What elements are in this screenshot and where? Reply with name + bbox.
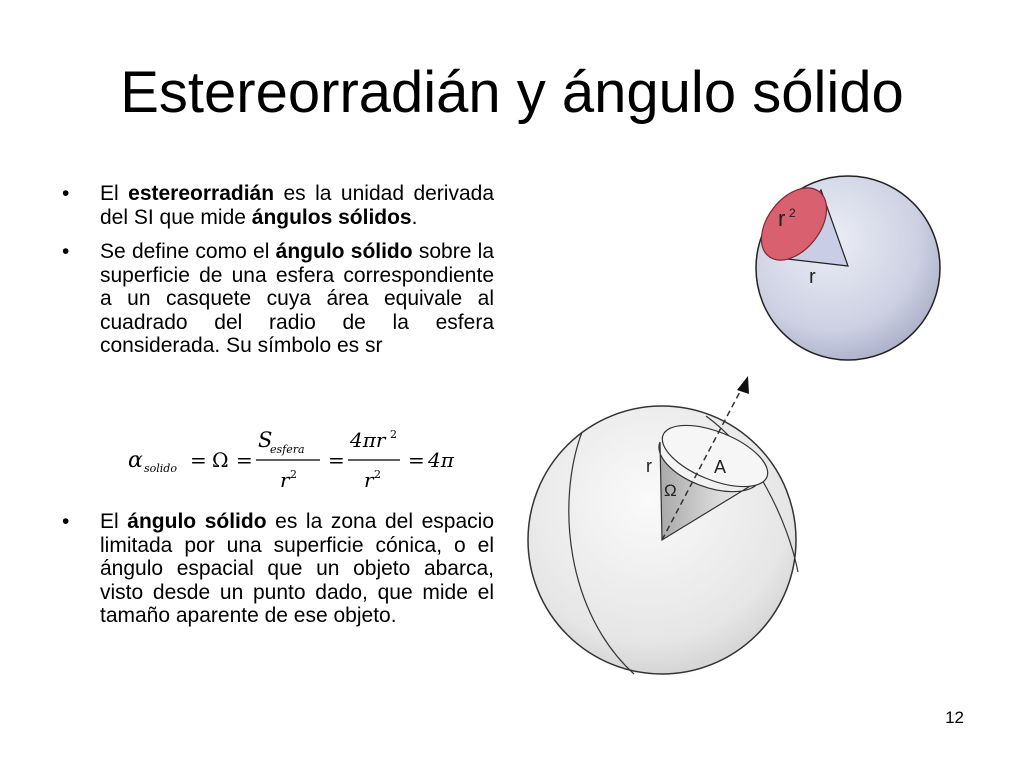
bullet-text: es la zona del espacio limitada por una superficie cónica, o el ángulo espacial que un objeto abarca, visto desde un punto dado, que mide el tamaño aparente de ese objeto.	[100, 510, 495, 627]
slide-title: Estereorradián y ángulo sólido	[120, 60, 904, 125]
formula-fraction2-denominator-exponent: 2	[374, 468, 381, 481]
formula-fraction2-denominator: r	[364, 468, 374, 492]
solid-angle-figure	[526, 372, 806, 682]
formula-result: 4π	[428, 448, 454, 472]
formula-alpha-subscript: solido	[144, 462, 177, 475]
bullet-text: .	[411, 205, 418, 229]
svg-text:r	[646, 456, 652, 476]
formula-fraction1-denominator-exponent: 2	[290, 468, 297, 481]
formula-alpha: α	[128, 448, 143, 473]
formula-fraction1-denominator: r	[280, 468, 290, 492]
formula-fraction2-numerator: 4πr	[350, 428, 386, 452]
svg-text:A	[714, 457, 726, 477]
radius-label: r	[646, 456, 652, 476]
bullet-text: es la unidad derivada del SI que mide	[100, 182, 494, 229]
formula-fraction1-numerator: S	[258, 428, 273, 452]
area-label: A	[714, 457, 727, 477]
bullet-text: El	[100, 510, 128, 533]
steradian-sphere-figure	[752, 172, 944, 364]
formula-fraction1-numerator-subscript: esfera	[270, 443, 305, 456]
page-number: 12	[945, 708, 964, 727]
svg-text:r	[809, 266, 816, 288]
bullet-item	[62, 240, 494, 358]
formula-equals-1: =	[190, 448, 207, 472]
bullet-text: Se define como el	[100, 240, 276, 263]
formula-equals-3: =	[328, 448, 345, 472]
solid-angle-label: Ω	[664, 481, 677, 500]
formula-equals-4: =	[408, 448, 425, 472]
bullet-item	[62, 182, 494, 229]
bold-text: ángulos sólidos	[251, 205, 412, 229]
cap-label-exponent: 2	[789, 206, 796, 220]
bold-text: estereorradián	[128, 182, 275, 205]
svg-text:r	[778, 206, 785, 231]
formula-equals-2: =	[236, 448, 253, 472]
axis-arrowhead-icon	[737, 376, 749, 394]
radius-label: r	[809, 266, 816, 288]
bullet-text: El	[100, 182, 129, 205]
solid-angle-formula	[124, 426, 464, 496]
bullet-item	[62, 510, 494, 628]
bold-text: ángulo sólido	[275, 240, 413, 263]
bullet-text: sobre la superficie de una esfera correspondiente a un casquete cuya área equivale al cuadrado del radio de la esfera considerada. Su símbolo es sr	[100, 240, 494, 357]
svg-text:Ω	[664, 481, 677, 500]
formula-fraction2-numerator-exponent: 2	[390, 428, 397, 441]
bold-text: ángulo sólido	[127, 510, 267, 533]
cap-label: r	[778, 206, 786, 231]
formula-omega: Ω	[212, 448, 229, 472]
svg-text:2	[789, 206, 796, 220]
